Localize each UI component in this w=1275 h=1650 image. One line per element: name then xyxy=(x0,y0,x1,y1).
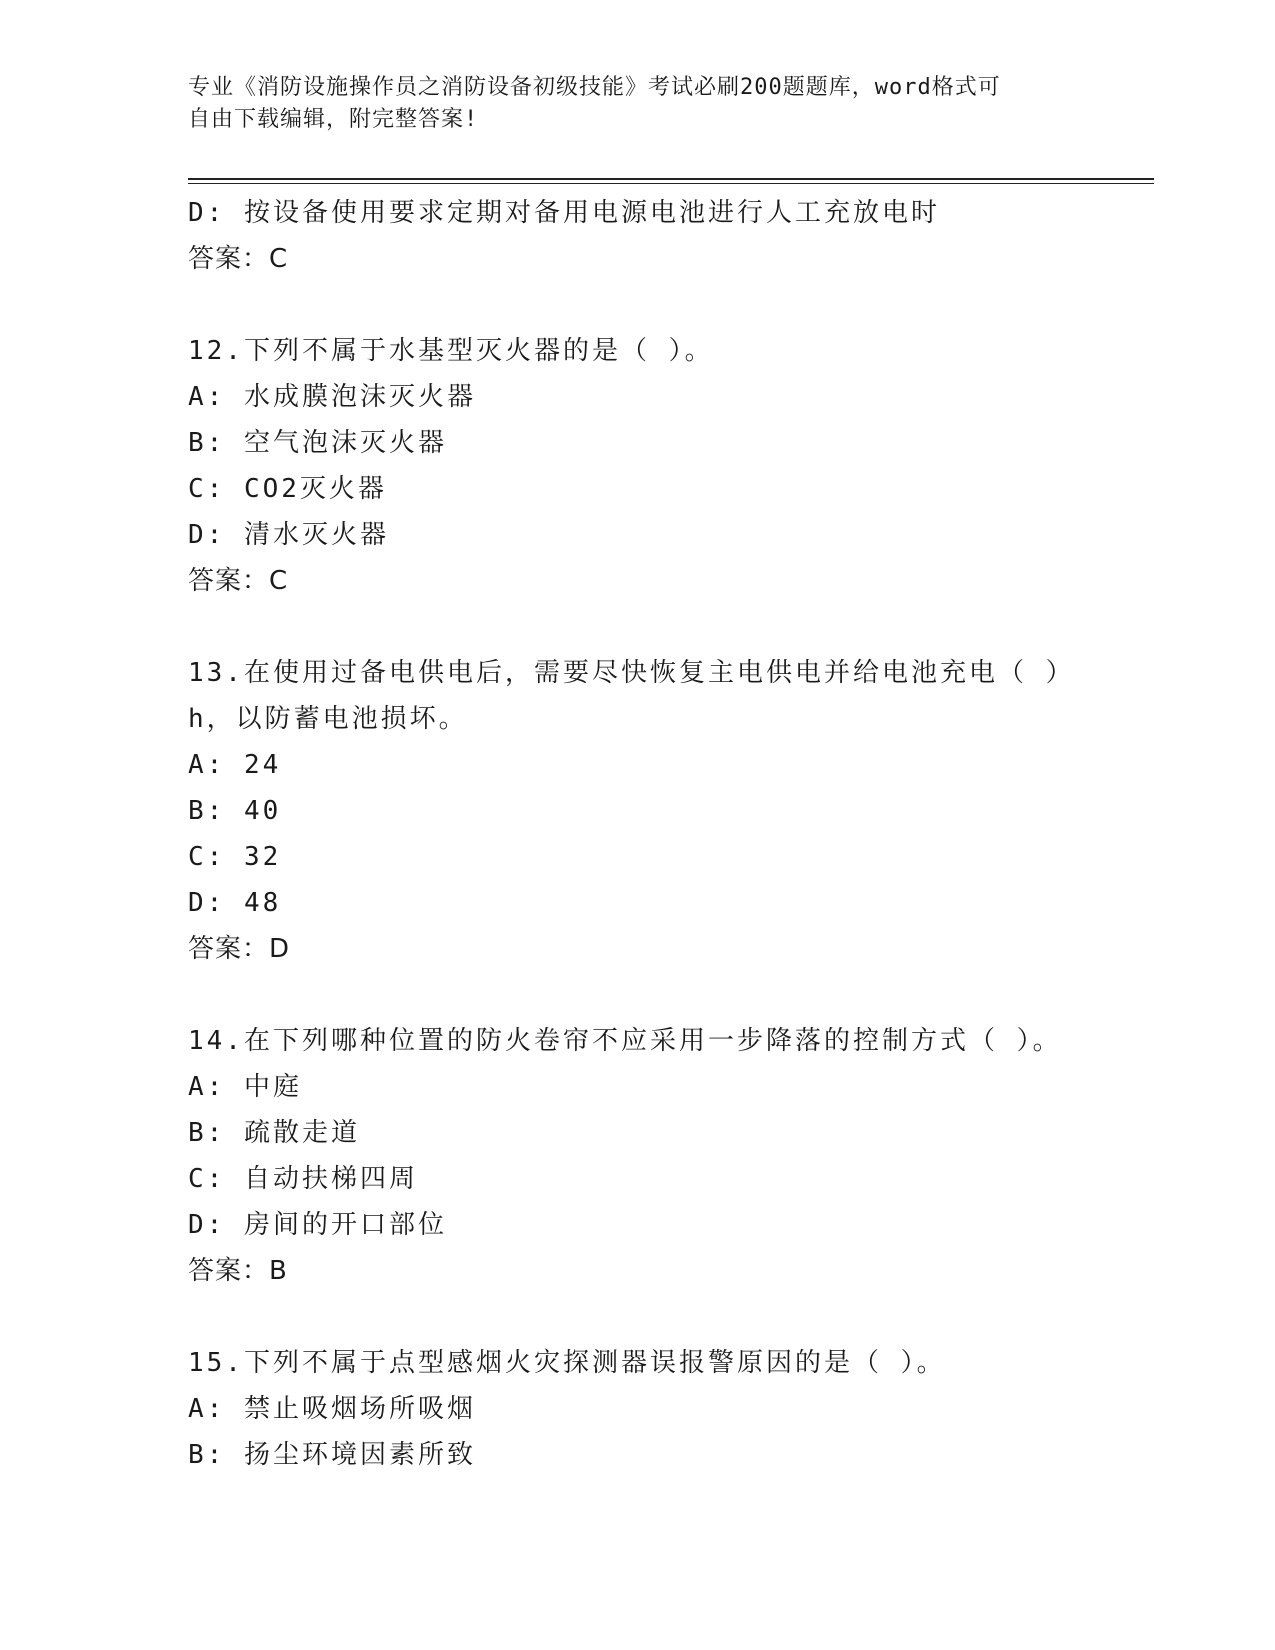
option-a: A: 中庭 xyxy=(188,1072,302,1102)
question-stem: 12.下列不属于水基型灭火器的是（ ）。 xyxy=(188,336,714,366)
answer-line: 答案：B xyxy=(188,1256,288,1286)
question-14 xyxy=(188,1018,1088,1294)
question-15 xyxy=(188,1340,1088,1478)
option-c: C: CO2灭火器 xyxy=(188,474,387,504)
question-stem-line-1: 13.在使用过备电供电后，需要尽快恢复主电供电并给电池充电（ ） xyxy=(188,658,1075,688)
option-d: D: 清水灭火器 xyxy=(188,520,389,550)
option-a: A: 24 xyxy=(188,750,282,780)
question-13 xyxy=(188,650,1088,972)
option-b: B: 空气泡沫灭火器 xyxy=(188,428,447,458)
question-stem: 15.下列不属于点型感烟火灾探测器误报警原因的是（ ）。 xyxy=(188,1348,946,1378)
option-b: B: 40 xyxy=(188,796,282,826)
option-b: B: 疏散走道 xyxy=(188,1118,360,1148)
question-stem: 14.在下列哪种位置的防火卷帘不应采用一步降落的控制方式（ ）。 xyxy=(188,1026,1062,1056)
option-a: A: 禁止吸烟场所吸烟 xyxy=(188,1394,476,1424)
question-11 xyxy=(188,190,1088,282)
question-12 xyxy=(188,328,1088,604)
spacer xyxy=(188,972,1088,1018)
option-c: C: 32 xyxy=(188,842,282,872)
spacer xyxy=(188,604,1088,650)
option-b: B: 扬尘环境因素所致 xyxy=(188,1440,476,1470)
spacer xyxy=(188,1294,1088,1340)
answer-line: 答案：C xyxy=(188,244,289,274)
option-c: C: 自动扶梯四周 xyxy=(188,1164,418,1194)
answer-line: 答案：C xyxy=(188,566,289,596)
question-stem-line-2: h，以防蓄电池损坏。 xyxy=(188,704,468,734)
header-line-1: 专业《消防设施操作员之消防设备初级技能》考试必刷200题题库，word格式可 xyxy=(188,75,1001,100)
option-d: D: 按设备使用要求定期对备用电源电池进行人工充放电时 xyxy=(188,198,940,228)
header-divider-thin xyxy=(188,183,1154,184)
header-divider-thick xyxy=(188,178,1154,180)
document-header xyxy=(188,72,1068,136)
question-list xyxy=(188,190,1088,1478)
option-d: D: 房间的开口部位 xyxy=(188,1210,447,1240)
option-d: D: 48 xyxy=(188,888,282,918)
spacer xyxy=(188,282,1088,328)
header-line-2: 自由下载编辑，附完整答案! xyxy=(188,107,479,132)
option-a: A: 水成膜泡沫灭火器 xyxy=(188,382,476,412)
answer-line: 答案：D xyxy=(188,934,291,964)
